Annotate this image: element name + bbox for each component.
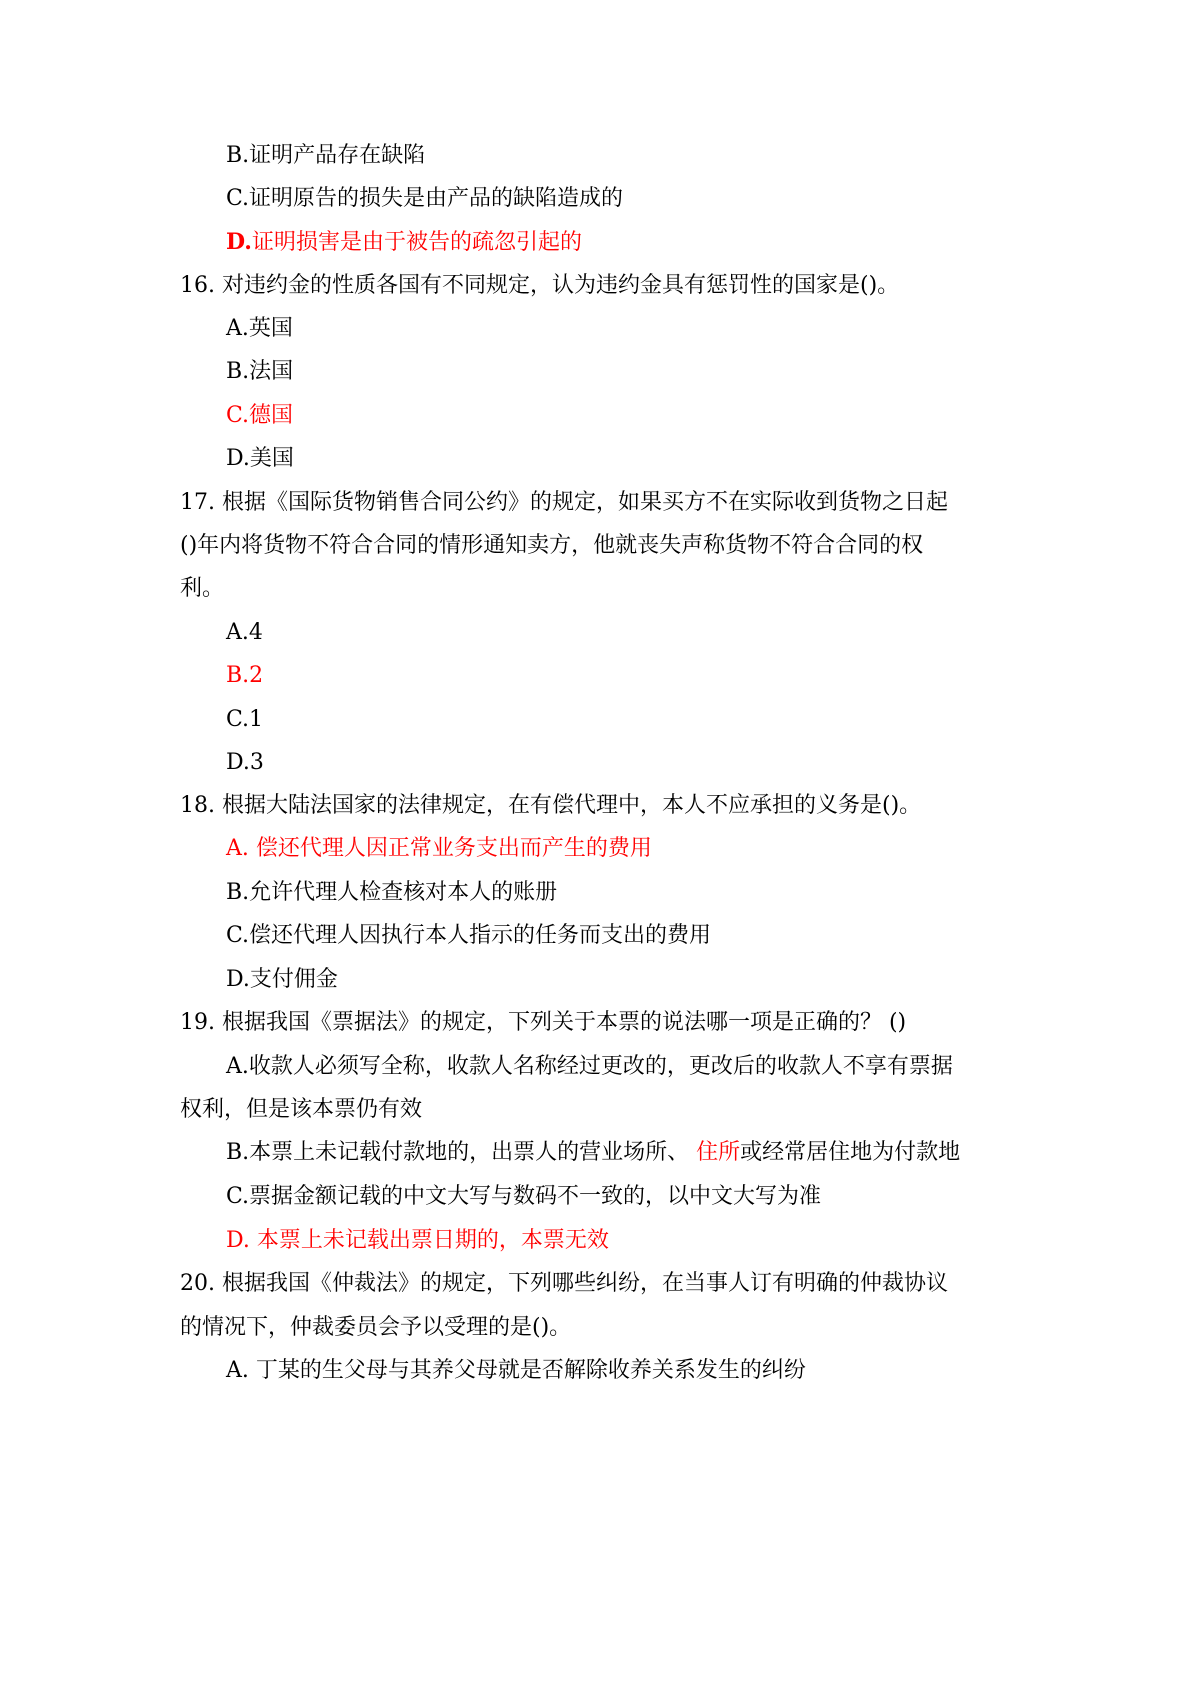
- option-15b: B.证明产品存在缺陷: [226, 143, 426, 168]
- question-18: 18. 根据大陆法国家的法律规定，在有偿代理中，本人不应承担的义务是()。: [180, 793, 922, 818]
- option-19a-line1: A.收款人必须写全称，收款人名称经过更改的，更改后的收款人不享有票据: [226, 1054, 953, 1079]
- option-19b-text-part1: B.本票上未记载付款地的，出票人的营业场所、: [226, 1140, 697, 1165]
- option-16d: D.美国: [226, 446, 294, 471]
- question-17-line1: 17. 根据《国际货物销售合同公约》的规定，如果买方不在实际收到货物之日起: [180, 490, 948, 515]
- question-16: 16. 对违约金的性质各国有不同规定，认为违约金具有惩罚性的国家是()。: [180, 273, 900, 298]
- question-17-line3: 利。: [180, 576, 225, 601]
- option-20a: A. 丁某的生父母与其养父母就是否解除收养关系发生的纠纷: [226, 1358, 806, 1383]
- option-17c: C.1: [226, 707, 264, 732]
- option-17b-answer: B.2: [226, 663, 264, 688]
- option-17a: A.4: [226, 620, 263, 645]
- option-19c: C.票据金额记载的中文大写与数码不一致的，以中文大写为准: [226, 1184, 822, 1209]
- question-17-line2: ()年内将货物不符合合同的情形通知卖方，他就丧失声称货物不符合合同的权: [180, 533, 924, 558]
- option-16b: B.法国: [226, 359, 294, 384]
- option-15c: C.证明原告的损失是由产品的缺陷造成的: [226, 186, 624, 211]
- option-16c-answer: C.德国: [226, 403, 294, 428]
- option-18b: B.允许代理人检查核对本人的账册: [226, 880, 558, 905]
- option-18c: C.偿还代理人因执行本人指示的任务而支出的费用: [226, 923, 712, 948]
- option-15d-text: 证明损害是由于被告的疏忽引起的: [251, 230, 582, 255]
- option-19d-answer: D. 本票上未记载出票日期的，本票无效: [226, 1228, 609, 1253]
- question-20-line2: 的情况下，仲裁委员会予以受理的是()。: [180, 1315, 572, 1340]
- option-18d: D.支付佣金: [226, 967, 338, 992]
- option-19b-text-part2: 或经常居住地为付款地: [740, 1140, 961, 1165]
- question-19: 19. 根据我国《票据法》的规定，下列关于本票的说法哪一项是正确的？ (): [180, 1010, 907, 1035]
- option-17d: D.3: [226, 750, 264, 775]
- option-15d-answer: [226, 227, 582, 257]
- question-20-line1: 20. 根据我国《仲裁法》的规定，下列哪些纠纷，在当事人订有明确的仲裁协议: [180, 1271, 948, 1296]
- option-18a-answer: A. 偿还代理人因正常业务支出而产生的费用: [226, 836, 652, 861]
- option-19a-line2: 权利，但是该本票仍有效: [180, 1097, 423, 1122]
- option-19b-highlight: 住所: [696, 1140, 741, 1165]
- option-15d-letter: D.: [226, 229, 252, 255]
- option-16a: A.英国: [226, 316, 293, 341]
- option-19b: [226, 1138, 960, 1168]
